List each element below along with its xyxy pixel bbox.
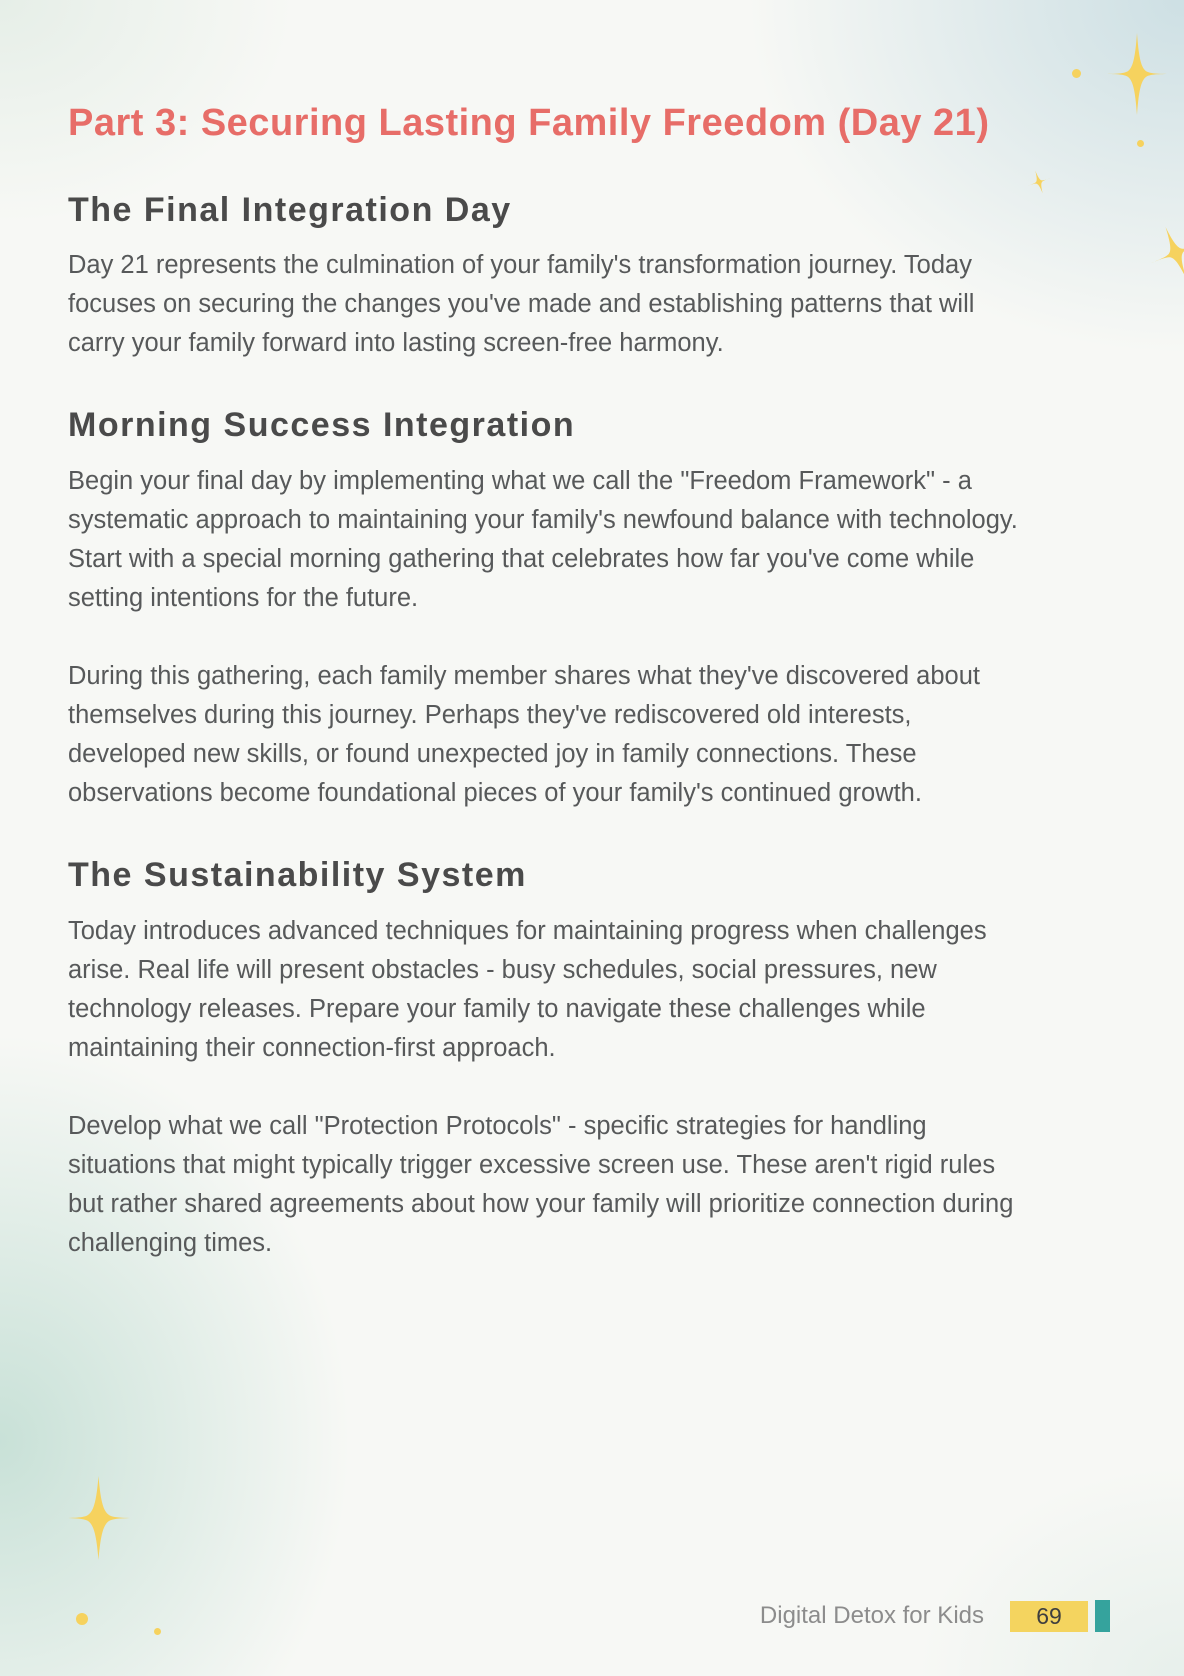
- part-title: Part 3: Securing Lasting Family Freedom (Day 21): [68, 102, 990, 144]
- paragraph: Begin your final day by implementing what we call the "Freedom Framework" - a systematic approach to maintaining your family's newfound balance with technology. Start with a special morning gathering that celebrates how far you've come while setting intentions for the future.: [68, 467, 1018, 613]
- paragraph: Day 21 represents the culmination of your family's transformation journey. Today focuses on securing the changes you've made and establishing patterns that will carry your family forward into lasting screen-free harmony.: [68, 251, 975, 358]
- sparkle-dot: [1072, 69, 1081, 78]
- sparkle-dot: [1137, 140, 1144, 147]
- page-footer: [760, 1600, 1110, 1632]
- sparkle-icon: [1140, 217, 1184, 290]
- section-heading-morning-success-integration: Morning Success Integration: [68, 406, 576, 445]
- section-heading-final-integration-day: The Final Integration Day: [68, 190, 512, 229]
- page-number-badge: 69: [1010, 1601, 1088, 1632]
- page-content: [68, 0, 1026, 1302]
- paragraph: Develop what we call "Protection Protocols" - specific strategies for handling situations that might typically trigger excessive screen use. These aren't rigid rules but rather shared agreements about how your family will prioritize connection during challenging times.: [68, 1111, 1014, 1257]
- sparkle-icon: [1024, 167, 1054, 197]
- paragraph: During this gathering, each family member shares what they've discovered about themselves during this journey. Perhaps they've rediscovered old interests, developed new skills, or found unexpected joy in family connections. These observations become foundational pieces of your family's continued growth.: [68, 662, 980, 808]
- paragraph: Today introduces advanced techniques for maintaining progress when challenges arise. Real life will present obstacles - busy schedules, social pressures, new technology releases. Prepare your family to navigate these challenges while maintaining their connection-first approach.: [68, 916, 987, 1062]
- book-title: Digital Detox for Kids: [759, 1602, 984, 1629]
- sparkle-dot: [76, 1613, 88, 1625]
- sparkle-icon: [1100, 33, 1174, 115]
- footer-accent-bar: [1095, 1600, 1110, 1632]
- sparkle-icon: [55, 1476, 142, 1560]
- section-heading-sustainability-system: The Sustainability System: [68, 856, 527, 895]
- sparkle-dot: [154, 1628, 161, 1635]
